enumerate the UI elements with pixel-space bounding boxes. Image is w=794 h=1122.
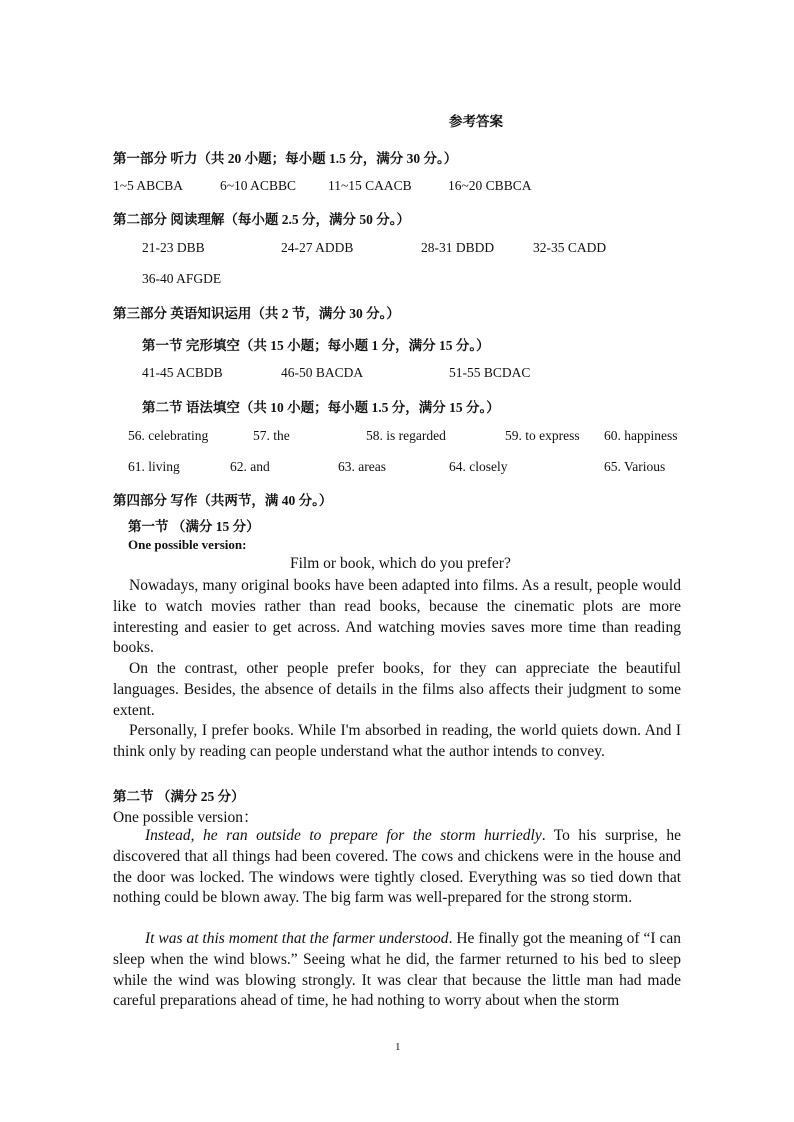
- part4-heading: 第四部分 写作（共两节，满 40 分。）: [113, 493, 333, 508]
- answer-item: 65. Various: [604, 459, 666, 474]
- essay-paragraph: Personally, I prefer books. While I'm absorbed in reading, the world quiets down. And I think only by reading can people understand what the author intends to convey.: [113, 722, 681, 760]
- answer-item: 56. celebrating: [128, 428, 209, 443]
- answer-group: 24-27 ADDB: [281, 240, 354, 255]
- part4-section2-heading: 第二节 （满分 25 分）: [113, 789, 245, 804]
- paragraph-text: . He finally got the meaning of “I can sleep when the wind blows.” Seeing what he did, the farmer returned to his bed to sleep while the wind was blowing strongly. It was clear that because the little man had made careful preparations ahead of time, he had nothing to worry about when the storm: [113, 930, 681, 1010]
- answer-group: 11~15 CAACB: [328, 178, 412, 193]
- essay-paragraph: Nowadays, many original books have been adapted into films. As a result, people would like to watch movies rather than read books, because the cinematic plots are more interesting and easier to get across. And watching movies saves more time than reading books.: [113, 577, 681, 657]
- part4-section1-heading: 第一节 （满分 15 分）: [128, 519, 260, 534]
- story-paragraph: [113, 929, 681, 1012]
- story-paragraph: [113, 826, 681, 909]
- answer-group: 51-55 BCDAC: [449, 365, 531, 380]
- answer-group: 6~10 ACBBC: [220, 178, 296, 193]
- answer-group: 16~20 CBBCA: [448, 178, 532, 193]
- part3-section2-heading: 第二节 语法填空（共 10 小题；每小题 1.5 分，满分 15 分。）: [142, 400, 500, 415]
- part1-heading: 第一部分 听力（共 20 小题；每小题 1.5 分，满分 30 分。）: [113, 151, 458, 166]
- answer-group: 21-23 DBB: [142, 240, 205, 255]
- part3-section1-heading: 第一节 完形填空（共 15 小题；每小题 1 分，满分 15 分。）: [142, 338, 490, 353]
- answer-item: 59. to express: [505, 428, 580, 443]
- part2-heading: 第二部分 阅读理解（每小题 2.5 分，满分 50 分。）: [113, 212, 410, 227]
- answer-group: 28-31 DBDD: [421, 240, 495, 255]
- answer-group: 1~5 ABCBA: [113, 178, 183, 193]
- paragraph-text: . To his surprise, he discovered that all things had been covered. The cows and chickens were in the house and the door was locked. The windows were tightly closed. Everything was so tied down that nothing could be blown away. The big farm was well-prepared for the strong storm.: [113, 827, 681, 907]
- page-title: 参考答案: [449, 114, 503, 129]
- answer-group: 32-35 CADD: [533, 240, 607, 255]
- essay-paragraph: On the contrast, other people prefer books, for they can appreciate the beautiful languages. Besides, the absence of details in the films also affects their judgment to some extent.: [113, 660, 681, 719]
- answer-item: 64. closely: [449, 459, 508, 474]
- answer-group: 36-40 AFGDE: [142, 271, 222, 286]
- italic-phrase: Instead, he ran outside to prepare for the storm hurriedly: [145, 827, 542, 844]
- version-label: One possible version：: [113, 809, 259, 826]
- answer-item: 57. the: [253, 428, 290, 443]
- answer-item: 58. is regarded: [366, 428, 446, 443]
- version-label: One possible version:: [128, 537, 247, 552]
- answer-item: 62. and: [230, 459, 270, 474]
- answer-item: 60. happiness: [604, 428, 678, 443]
- answer-group: 46-50 BACDA: [281, 365, 364, 380]
- answer-group: 41-45 ACBDB: [142, 365, 223, 380]
- page-number: 1: [395, 1041, 401, 1053]
- answer-item: 61. living: [128, 459, 180, 474]
- answer-item: 63. areas: [338, 459, 386, 474]
- italic-phrase: It was at this moment that the farmer understood: [145, 930, 449, 947]
- part3-heading: 第三部分 英语知识运用（共 2 节，满分 30 分。）: [113, 306, 400, 321]
- essay-title: Film or book, which do you prefer?: [290, 555, 511, 572]
